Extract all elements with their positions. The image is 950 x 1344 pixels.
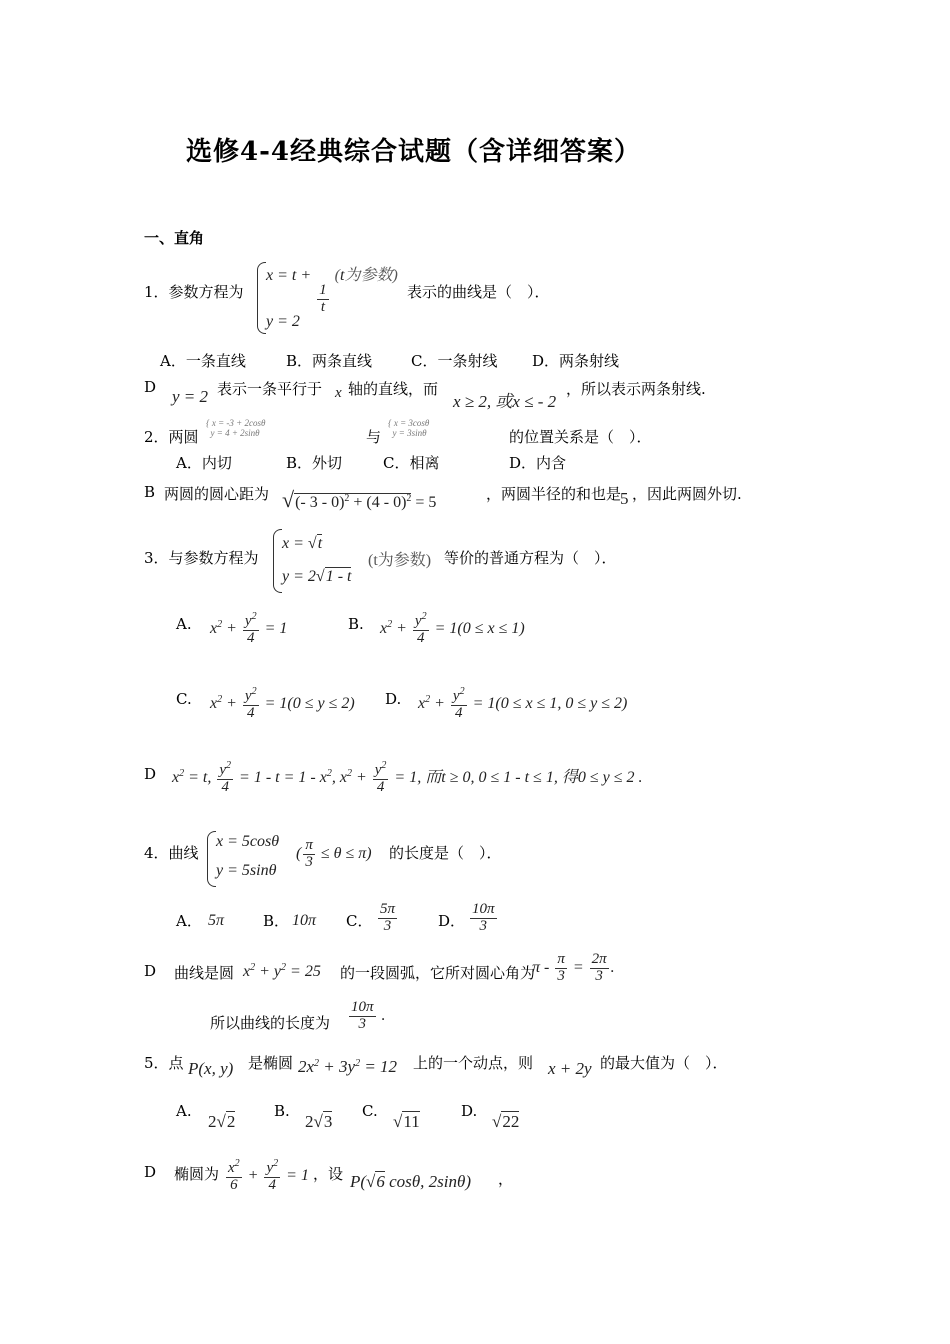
q4-option-b-label: B． (263, 912, 290, 930)
q1-option-b: B．两条直线 (286, 352, 373, 370)
q4-answer-math1: $x^2 + y^2 = 25$ (243, 962, 321, 980)
q5-mid: 是椭圆 (248, 1054, 294, 1072)
q5-answer-math2: P(√6 cosθ, 2sinθ) (350, 1172, 472, 1191)
q4-option-c-label: C． (346, 912, 373, 930)
q4-option-d-math: $\frac{10\pi}{3}$ (472, 901, 495, 934)
q3-option-d-label: D. (385, 690, 402, 708)
q3-stem: 3．与参数方程为 (144, 549, 259, 567)
q1-tail: 表示的曲线是（ ）． (407, 283, 550, 301)
q2-answer-text2: ，两圆半径的和也是 (486, 485, 622, 503)
q4-brace (207, 831, 216, 887)
q3-answer-math: $x^2 = t$, $\frac{y^2}{4}$ = $1 - t = 1 - x^2$, $x^2$ + $\frac{y^2}{4}$ = 1, 而t ≥ 0, 0 ≤ 1 - t ≤ 1, 得0 ≤ y ≤ 2 . (172, 760, 643, 795)
q4-option-c-math: $\frac{5\pi}{3}$ (380, 901, 396, 934)
q1-answer-text1: 表示一条平行于 (217, 380, 323, 398)
q3-sys-line2: y = 2√1 - t (282, 568, 352, 585)
q5-option-a-math: 2√2 (208, 1112, 236, 1131)
q4-stem: 4．曲线 (144, 844, 199, 862)
q4-option-a-label: A． (176, 912, 202, 930)
q2-answer-text3: ，因此两圆外切. (632, 485, 742, 503)
q1-answer-text3: ，所以表示两条射线. (566, 380, 706, 398)
q4-answer-text1: 曲线是圆 (174, 964, 235, 982)
q4-answer2-math: $\frac{10\pi}{3}$ . (351, 999, 386, 1032)
q5-stem: 5．点 (144, 1054, 184, 1072)
q2-option-b: B．外切 (286, 454, 343, 472)
q3-option-a-math: $x^2$ + $\frac{y^2}{4}$ = 1 (210, 611, 288, 646)
q5-option-c-math: √11 (393, 1112, 420, 1131)
q5-expr: x + 2y (548, 1059, 592, 1078)
q3-sys-line1: x = √t (282, 535, 323, 552)
q5-point: P(x, y) (188, 1059, 234, 1078)
q1-option-c: C．一条射线 (411, 352, 498, 370)
q2-answer-letter: B (144, 483, 156, 501)
q3-option-c-label: C. (176, 690, 192, 708)
q5-answer-letter: D (144, 1163, 157, 1181)
q1-answer-math3: x ≥ 2, 或x ≤ - 2 (453, 392, 557, 411)
q5-option-c-label: C. (362, 1102, 378, 1120)
q5-option-d-label: D. (461, 1102, 478, 1120)
q4-option-d-label: D． (438, 912, 466, 930)
q4-option-b-math: 10π (292, 912, 317, 929)
q1-answer-text2: 轴的直线，而 (348, 380, 439, 398)
q2-system-b: { x = 3cosθ y = 3sinθ (388, 418, 430, 438)
q1-option-d: D．两条射线 (532, 352, 620, 370)
q2-tail: 的位置关系是（ ）． (509, 428, 652, 446)
q1-sys-line1: x = t + $\frac{1}{t}$ (t为参数) (266, 267, 398, 315)
q5-tail: 的最大值为（ ）． (600, 1054, 728, 1072)
q3-brace (273, 529, 282, 593)
q1-option-a: A．一条直线 (160, 352, 246, 370)
q4-answer2-text: 所以曲线的长度为 (210, 1014, 331, 1032)
q3-option-b-label: B. (348, 615, 364, 633)
q1-answer-math1: y = 2 (172, 387, 209, 406)
q2-answer-math1: √(- 3 - 0)$^2$ + (4 - 0)$^2$ = 5 (282, 487, 437, 512)
q4-tail: 的长度是（ ）． (389, 844, 502, 862)
q5-answer-text3: ， (498, 1170, 514, 1188)
q2-answer-math2: 5 (620, 489, 629, 508)
q4-range: ( $\frac{\pi}{3}$ ≤ θ ≤ π) (296, 837, 372, 870)
q1-stem: 1．参数方程为 (144, 283, 244, 301)
q4-answer-math2: π - $\frac{\pi}{3}$ = $\frac{2\pi}{3}$ . (532, 951, 615, 984)
q3-option-b-math: $x^2$ + $\frac{y^2}{4}$ = 1(0 ≤ x ≤ 1) (380, 611, 525, 646)
q2-option-d: D．内含 (509, 454, 567, 472)
q1-answer-letter: D (144, 378, 157, 396)
q1-brace (257, 262, 266, 334)
q5-answer-text1: 椭圆为 (174, 1165, 220, 1183)
section-heading: 一、直角 (144, 229, 205, 247)
q1-answer-math2: x (335, 385, 342, 401)
q5-answer-text2: ，设 (313, 1165, 344, 1183)
q4-sys-line2: y = 5sinθ (216, 862, 277, 879)
q5-option-b-math: 2√3 (305, 1112, 333, 1131)
q5-ellipse: $2x^2 + 3y^2 = 12$ (298, 1057, 398, 1076)
q2-option-a: A．内切 (176, 454, 232, 472)
q4-sys-line1: x = 5cosθ (216, 833, 280, 850)
q3-option-c-math: $x^2$ + $\frac{y^2}{4}$ = 1(0 ≤ y ≤ 2) (210, 686, 355, 721)
q4-answer-text2: 的一段圆弧，它所对圆心角为 (340, 964, 536, 982)
q5-answer-math1: $\frac{x^2}{6}$ + $\frac{y^2}{4}$ = 1 (228, 1158, 309, 1193)
q5-option-d-math: √22 (492, 1112, 520, 1131)
q5-option-b-label: B. (274, 1102, 290, 1120)
q4-option-a-math: 5π (208, 912, 225, 929)
q2-system-a: { x = -3 + 2cosθ y = 4 + 2sinθ (206, 418, 266, 438)
q3-option-a-label: A. (176, 615, 192, 633)
q2-stem: 2．两圆 (144, 428, 199, 446)
q3-answer-letter: D (144, 765, 157, 783)
q5-mid2: 上的一个动点，则 (413, 1054, 534, 1072)
q1-sys-line2: y = 2 (266, 313, 300, 330)
q2-option-c: C．相离 (383, 454, 440, 472)
q5-option-a-label: A. (176, 1102, 192, 1120)
q4-answer-letter: D (144, 962, 157, 980)
q3-option-d-math: $x^2$ + $\frac{y^2}{4}$ = 1(0 ≤ x ≤ 1, 0 ≤ y ≤ 2) (418, 686, 628, 721)
q2-mid: 与 (366, 428, 382, 446)
page-title: 选修4-4经典综合试题（含详细答案） (186, 137, 641, 167)
q2-answer-text1: 两圆的圆心距为 (164, 485, 270, 503)
q3-tail: 等价的普通方程为（ ）． (444, 549, 617, 567)
q3-param: (t为参数) (368, 552, 432, 569)
